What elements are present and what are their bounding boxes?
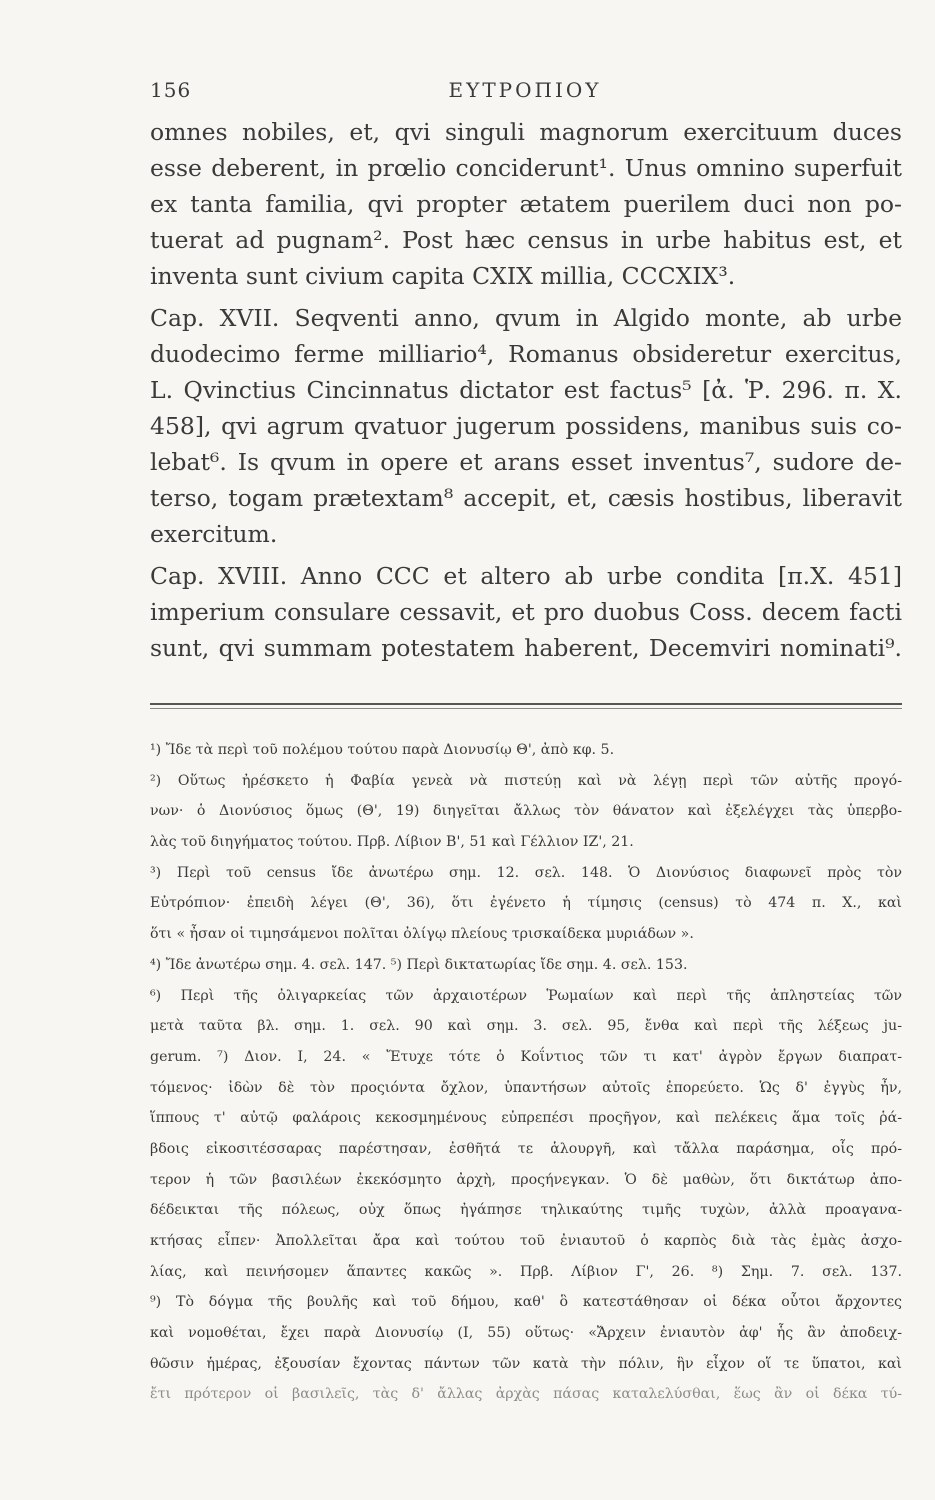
footnote-line: ³) Περὶ τοῦ census ἴδε ἀνωτέρω σημ. 12. σελ. 148. Ὁ Διονύσιος διαφωνεῖ πρὸς τὸν	[150, 864, 902, 881]
main-line: 458], qvi agrum qvatuor jugerum possidens, manibus suis co-	[150, 412, 902, 440]
main-line: ex tanta familia, qvi propter ætatem puerilem duci non po-	[150, 190, 902, 218]
main-line: terso, togam prætextam⁸ accepit, et, cæsis hostibus, liberavit	[150, 484, 902, 512]
footnote-line: βδοις εἰκοσιτέσσαρας παρέστησαν, ἐσθῆτά τε ἁλουργῆ, καὶ τἄλλα παράσημα, οἷς πρό-	[150, 1140, 902, 1157]
footnote-line: τόμενος· ἰδὼν δὲ τὸν προςιόντα ὄχλον, ὑπαντήσων αὐτοῖς ἐπορεύετο. Ὡς δ' ἐγγὺς ἦν,	[150, 1079, 902, 1096]
chapter-line: Cap. XVIII. Anno CCC et altero ab urbe condita [π.Χ. 451]	[150, 562, 902, 590]
main-line: sunt, qvi summam potestatem haberent, Decemviri nominati⁹.	[150, 634, 902, 662]
footnote-line: Εὐτρόπιον· ἐπειδὴ λέγει (Θ', 36), ὅτι ἐγένετο ἡ τίμησις (census) τὸ 474 π. Χ., καὶ	[150, 895, 902, 912]
footnote-line: λίας, καὶ πεινήσομεν ἅπαντες κακῶς ». Πρβ. Λίβιον Γ', 26. ⁸) Σημ. 7. σελ. 137.	[150, 1263, 902, 1280]
footnote-line: ὅτι « ἦσαν οἱ τιμησάμενοι πολῖται ὀλίγῳ πλείους τρισκαίδεκα μυριάδων ».	[150, 926, 694, 943]
footnote-line: νων· ὁ Διονύσιος ὅμως (Θ', 19) διηγεῖται ἄλλως τὸν θάνατον καὶ ἐξελέγχει τὰς ὑπερβο-	[150, 803, 902, 820]
page-header	[150, 78, 900, 108]
running-head: ΕΥΤΡΟΠΙΟΥ	[448, 78, 602, 102]
footnote-line: ²) Οὕτως ἠρέσκετο ἡ Φαβία γενεὰ νὰ πιστεύῃ καὶ νὰ λέγῃ περὶ τῶν αὐτῆς προγό-	[150, 772, 902, 789]
footnote-divider	[150, 703, 902, 709]
main-line: L. Qvinctius Cincinnatus dictator est factus⁵ [ἀ. Ῥ. 296. π. Χ.	[150, 376, 902, 404]
footnote-line: θῶσιν ἡμέρας, ἐξουσίαν ἔχοντας πάντων τῶν κατὰ τὴν πόλιν, ἣν εἶχον οἵ τε ὕπατοι, καὶ	[150, 1355, 902, 1372]
footnote-line: καὶ νομοθέται, ἔχει παρὰ Διονυσίῳ (Ι, 55) οὕτως· «Ἄρχειν ἐνιαυτὸν ἀφ' ἧς ἂν ἀποδειχ-	[150, 1325, 902, 1342]
footnote-line: ἔτι πρότερον οἱ βασιλεῖς, τὰς δ' ἄλλας ἀρχὰς πάσας καταλελύσθαι, ἕως ἂν οἱ δέκα τύ-	[150, 1386, 902, 1403]
footnote-line: gerum. ⁷) Διον. Ι, 24. « Ἔτυχε τότε ὁ Κοΐντιος τῶν τι κατ' ἀγρὸν ἔργων διαπρατ-	[150, 1048, 902, 1065]
chapter-line: Cap. XVII. Seqventi anno, qvum in Algido monte, ab urbe	[150, 304, 902, 332]
footnote-line: τερον ἡ τῶν βασιλέων ἐκεκόσμητο ἀρχὴ, προςήνεγκαν. Ὁ δὲ μαθὼν, ὅτι δικτάτωρ ἀπο-	[150, 1171, 902, 1188]
main-line: lebat⁶. Is qvum in opere et arans esset inventus⁷, sudore de-	[150, 448, 902, 476]
footnote-line: ἵππους τ' αὐτῷ φαλάροις κεκοσμημένους εὐπρεπέσι προςῆγον, καὶ πελέκεις ἅμα τοῖς ῥά-	[150, 1110, 902, 1127]
main-line: esse deberent, in prœlio conciderunt¹. Unus omnino superfuit	[150, 154, 902, 182]
page-number: 156	[150, 78, 192, 102]
footnote-line: ⁶) Περὶ τῆς ὀλιγαρκείας τῶν ἀρχαιοτέρων Ῥωμαίων καὶ περὶ τῆς ἀπληστείας τῶν	[150, 987, 902, 1004]
main-line: omnes nobiles, et, qvi singuli magnorum exercituum duces	[150, 118, 902, 146]
main-line: duodecimo ferme milliario⁴, Romanus obsideretur exercitus,	[150, 340, 902, 368]
footnote-line: ⁹) Τὸ δόγμα τῆς βουλῆς καὶ τοῦ δήμου, καθ' ὃ κατεστάθησαν οἱ δέκα οὗτοι ἄρχοντες	[150, 1294, 902, 1311]
footnote-line: δέδεικται τῆς πόλεως, οὐχ ὅπως ἠγάπησε τηλικαύτης τιμῆς τυχὼν, ἀλλὰ προαγανα-	[150, 1202, 902, 1219]
footnote-line: κτήσας εἶπεν· Ἀπολλεῖται ἄρα καὶ τούτου τοῦ ἐνιαυτοῦ ὁ καρπὸς διὰ τὰς ἐμὰς ἀσχο-	[150, 1233, 902, 1249]
footnote-line: μετὰ ταῦτα βλ. σημ. 1. σελ. 90 καὶ σημ. 3. σελ. 95, ἔνθα καὶ περὶ τῆς λέξεως ju-	[150, 1018, 902, 1035]
main-line: exercitum.	[150, 520, 278, 548]
footnote-line: ⁴) Ἴδε ἀνωτέρω σημ. 4. σελ. 147. ⁵) Περὶ δικτατωρίας ἴδε σημ. 4. σελ. 153.	[150, 956, 688, 973]
main-line: imperium consulare cessavit, et pro duobus Coss. decem facti	[150, 598, 902, 626]
footnote-line: ¹) Ἴδε τὰ περὶ τοῦ πολέμου τούτου παρὰ Διονυσίῳ Θ', ἀπὸ κφ. 5.	[150, 742, 615, 758]
main-line: inventa sunt civium capita CXIX millia, CCCXIX³.	[150, 262, 736, 290]
main-line: tuerat ad pugnam². Post hæc census in urbe habitus est, et	[150, 226, 902, 254]
footnotes	[150, 735, 902, 1410]
main-text	[150, 114, 902, 666]
footnote-line: λὰς τοῦ διηγήματος τούτου. Πρβ. Λίβιον Β', 51 καὶ Γέλλιον ΙΖ', 21.	[150, 834, 634, 851]
